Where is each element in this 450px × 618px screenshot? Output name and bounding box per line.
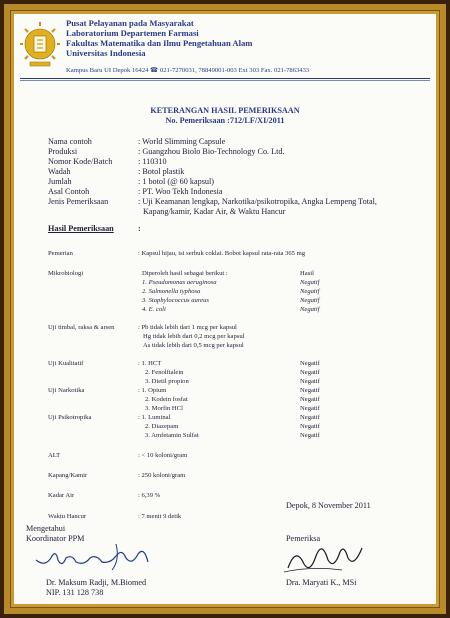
- narkotika-item: 2. Kodein fosfat: [145, 396, 188, 403]
- narkotika-label: Uji Narkotika: [48, 387, 85, 394]
- narkotika-item: 3. Morfin HCl: [145, 405, 183, 412]
- narkotika-result: Negatif: [300, 405, 320, 412]
- psikotropika-result: Negatif: [300, 432, 320, 439]
- header-address: Kampus Baru UI Depok 16424 ☎ 021-7270031, 78849001-003 Ext 303 Fax. 021-7863433: [66, 67, 310, 74]
- info-label-nama: Nama contoh: [48, 137, 92, 146]
- document-page: [14, 14, 436, 604]
- logam-line: Hg tidak lebih dari 0,2 mcg per kapsul: [143, 333, 245, 340]
- document-number: No. Pemeriksaan :712/LF/XI/2011: [165, 116, 285, 125]
- signing-date: Depok, 8 November 2011: [286, 501, 371, 510]
- mikro-item: 4. E. coli: [142, 306, 166, 313]
- left-signer-nip: NIP. 131 128 738: [46, 588, 104, 597]
- mikro-result: Negatif: [300, 297, 320, 304]
- info-value-wadah: : Botol plastik: [138, 167, 185, 176]
- kapang-value: : 250 koloni/gram: [138, 472, 186, 479]
- psikotropika-item: 2. Diazepam: [145, 423, 179, 430]
- pemerian-label: Pemerian: [48, 250, 73, 257]
- info-label-wadah: Wadah: [48, 167, 71, 176]
- left-signer-title-2: Koordinator PPM: [26, 534, 85, 543]
- right-signer-name: Dra. Maryati K., MSi: [286, 578, 357, 587]
- left-signer-name: Dr. Maksum Radji, M.Biomed: [46, 578, 147, 587]
- info-value-asal: : PT. Woo Tekh Indonesia: [138, 187, 223, 196]
- info-value-jenis-cont: Kapang/kamir, Kadar Air, & Waktu Hancur: [143, 207, 286, 216]
- mikro-item: 1. Pseudomonas aeruginosa: [142, 279, 217, 286]
- header-faculty-name: Fakultas Matematika dan Ilmu Pengetahuan Alam: [66, 38, 253, 48]
- header-rule: [20, 78, 430, 79]
- header-center-name: Pusat Pelayanan pada Masyarakat: [66, 18, 194, 28]
- header-rule-thin: [20, 80, 430, 81]
- header-university-name: Universitas Indonesia: [66, 48, 146, 58]
- header-lab-name: Laboratorium Departemen Farmasi: [66, 28, 199, 38]
- logam-line: : Pb tidak lebih dari 1 mcg per kapsul: [138, 324, 237, 331]
- mikro-result: Negatif: [300, 288, 320, 295]
- kualitatif-item: 3. Dietil propion: [145, 378, 189, 385]
- waktu-value: : 7 menit 9 detik: [138, 513, 182, 520]
- kapang-label: Kapang/Kamir: [48, 472, 88, 479]
- psikotropika-label: Uji Psikotropika: [48, 414, 92, 421]
- right-signature-icon: [282, 536, 372, 578]
- info-value-batch: : 110310: [138, 157, 167, 166]
- alt-label: ALT: [48, 452, 61, 459]
- kualitatif-result: Negatif: [300, 378, 320, 385]
- mikro-result: Negatif: [300, 306, 320, 313]
- kadar-label: Kadar Air: [48, 492, 75, 499]
- info-value-produksi: : Guangzhou Biolo Bio-Technology Co. Ltd.: [138, 147, 285, 156]
- info-label-asal: Asal Contoh: [48, 187, 90, 196]
- left-signer-title-1: Mengetahui: [26, 524, 66, 533]
- info-label-produksi: Produksi: [48, 147, 78, 156]
- info-label-jenis: Jenis Pemeriksaan: [48, 197, 109, 206]
- kualitatif-result: Negatif: [300, 369, 320, 376]
- narkotika-result: Negatif: [300, 387, 320, 394]
- right-signer-title: Pemeriksa: [286, 534, 321, 543]
- mikro-intro: Diperoleh hasil sebagai berikut :: [142, 270, 228, 277]
- info-value-jumlah: : 1 botol (@ 60 kapsul): [138, 177, 214, 186]
- kualitatif-item: : 1. HCT: [138, 360, 162, 367]
- psikotropika-result: Negatif: [300, 423, 320, 430]
- university-logo-icon: [20, 20, 60, 68]
- mikro-item: 2. Salmonella typhosa: [142, 288, 201, 295]
- pemerian-value: : Kapsul hijau, isi serbuk coklat. Bobot kapsul rata-rata 365 mg: [138, 250, 306, 257]
- mikro-item: 3. Staphylococcus aureus: [142, 297, 209, 304]
- psikotropika-result: Negatif: [300, 414, 320, 421]
- logam-line: As tidak lebih dari 0,5 mcg per kapsul: [143, 342, 244, 349]
- narkotika-item: : 1. Opium: [138, 387, 167, 394]
- mikro-label: Mikrobiologi: [48, 270, 84, 277]
- results-heading-colon: :: [138, 224, 141, 233]
- psikotropika-item: 3. Amfetamin Sulfat: [145, 432, 199, 439]
- psikotropika-item: : 1. Luminal: [138, 414, 171, 421]
- waktu-label: Waktu Hancur: [48, 513, 87, 520]
- left-signature-icon: [32, 540, 162, 574]
- mikro-hasil-head: Hasil: [300, 270, 314, 277]
- document-title: KETERANGAN HASIL PEMERIKSAAN: [150, 106, 300, 115]
- kadar-value: : 6,39 %: [138, 492, 161, 499]
- mikro-result: Negatif: [300, 279, 320, 286]
- alt-value: : < 10 koloni/gram: [138, 452, 188, 459]
- info-value-jenis: : Uji Keamanan lengkap, Narkotika/psikotropika, Angka Lempeng Total,: [138, 197, 377, 206]
- kualitatif-result: Negatif: [300, 360, 320, 367]
- logam-label: Uji timbal, raksa & arsen: [48, 324, 115, 331]
- results-heading: Hasil Pemeriksaan: [48, 224, 114, 233]
- kualitatif-label: Uji Kualitatif: [48, 360, 84, 367]
- narkotika-result: Negatif: [300, 396, 320, 403]
- kualitatif-item: 2. Fenolftalein: [145, 369, 184, 376]
- info-label-jumlah: Jumlah: [48, 177, 72, 186]
- info-label-batch: Nomor Kode/Batch: [48, 157, 113, 166]
- info-value-nama: : World Slimming Capsule: [138, 137, 226, 146]
